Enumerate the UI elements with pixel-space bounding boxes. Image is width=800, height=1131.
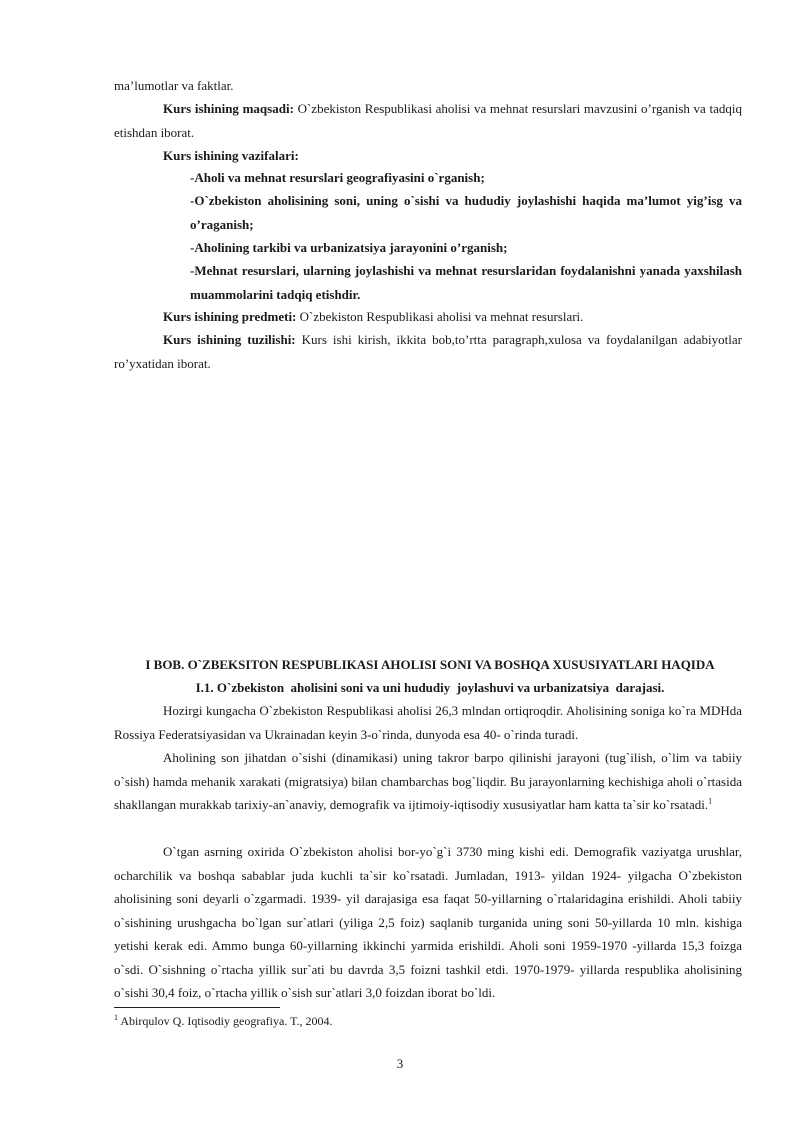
section-title: I.1. O`zbekiston aholisini soni va uni hududiy joylashuvi va urbanizatsiya darajasi. — [195, 680, 665, 695]
continuation-line: ma’lumotlar va faktlar. — [114, 78, 234, 93]
task-item: -Mehnat resurslari, ularning joylashishi va mehnat resurslaridan foydalanishni yanada yaxshilash muammolarini tadqiq etishdir. — [190, 263, 742, 302]
footnote-reference[interactable]: 1 — [708, 796, 713, 806]
footnote-mark: 1 — [114, 1013, 118, 1022]
course-subject-paragraph — [114, 305, 742, 329]
course-structure-label: Kurs ishining tuzilishi: — [163, 332, 296, 347]
footnote — [114, 1014, 333, 1029]
course-structure-paragraph — [114, 328, 742, 375]
task-item: -O`zbekiston aholisining soni, uning o`sishi va hududiy joylashishi haqida ma’lumot yig’isg va o’raganish; — [190, 193, 742, 232]
course-subject-label: Kurs ishining predmeti: — [163, 309, 297, 324]
task-item: -Aholining tarkibi va urbanizatsiya jarayonini o’rganish; — [190, 240, 508, 255]
course-subject-text: O`zbekiston Respublikasi aholisi va mehnat resurslari. — [296, 309, 584, 324]
footnote-separator — [114, 1007, 280, 1008]
body-paragraph: O`tgan asrning oxirida O`zbekiston aholisi bor-yo`g`i 3730 ming kishi edi. Demografik vaziyatga urushlar, ocharchilik va boshqa sabablar juda kuchli ta`sir ko`rsatadi. Jumladan, 1913- yildan 1924- yilgacha O`zbekiston aholisining soni deyarli o`zgarmadi. 1939- yil darajasiga esa faqat 50-yillarning o`rtalaridagina erishildi. Aholi tabiiy o`sishining urushgacha bo`lgan sur`atlari (yiliga 2,5 foiz) saqlanib turganida uning soni 50-yillarda 10 mln. kishiga yetishi kerak edi. Ammo bunga 60-yillarning ikkinchi yarmida erishildi. Aholi soni 1959-1970 -yillarda 15,3 foizga o`sdi. O`sishning o`rtacha yillik sur`ati bu davrda 3,5 foizni tashkil etdi. 1970-1979- yillarda respublika aholisining o`sishi 30,4 foiz, o`rtacha yillik o`sish sur`atlari 3,0 foizdan iborat bo`ldi. — [114, 844, 742, 1000]
chapter-title: I BOB. O`ZBEKSITON RESPUBLIKASI AHOLISI SONI VA BOSHQA XUSUSIYATLARI HAQIDA — [145, 657, 715, 672]
body-paragraph: Aholining son jihatdan o`sishi (dinamikasi) uning takror barpo qilinishi jarayoni (tug`ilish, o`lim va tabiiy o`sish) hamda mehanik xarakati (migratsiya) bilan chambarchas bog`liqdir. Bu jarayonlarning kechishiga aholi o`rtasida shakllangan murakkab tarixiy-an`anaviy, demografik va ijtimoiy-iqtisodiy xususiyatlar ham katta ta`sir ko`rsatadi.$^1$ — [114, 750, 742, 812]
course-goal-paragraph — [114, 97, 742, 144]
course-goal-label: Kurs ishining maqsadi: — [163, 101, 294, 116]
course-goal-text: O`zbekiston Respublikasi aholisi va mehnat resurslari mavzusini o’rganish va tadqiq etishdan iborat. — [114, 101, 742, 140]
page-number: 3 — [396, 1056, 404, 1071]
body-paragraph: Hozirgi kungacha O`zbekiston Respublikasi aholisi 26,3 mlndan ortiqroqdir. Aholisining soniga ko`ra MDHda Rossiya Federatsiyasidan va Ukrainadan keyin 3-o`rinda, dunyoda esa 40- o`rinda turadi. — [114, 703, 742, 742]
task-item: -Aholi va mehnat resurslari geografiyasini o`rganish; — [190, 170, 485, 185]
course-tasks-heading: Kurs ishining vazifalari: — [163, 148, 299, 163]
course-structure-text: Kurs ishi kirish, ikkita bob,to’rtta paragraph,xulosa va foydalanilgan adabiyotlar ro’yxatidan iborat. — [114, 332, 742, 371]
footnote-text: Abirqulov Q. Iqtisodiy geografiya. T., 2004. — [118, 1014, 333, 1028]
